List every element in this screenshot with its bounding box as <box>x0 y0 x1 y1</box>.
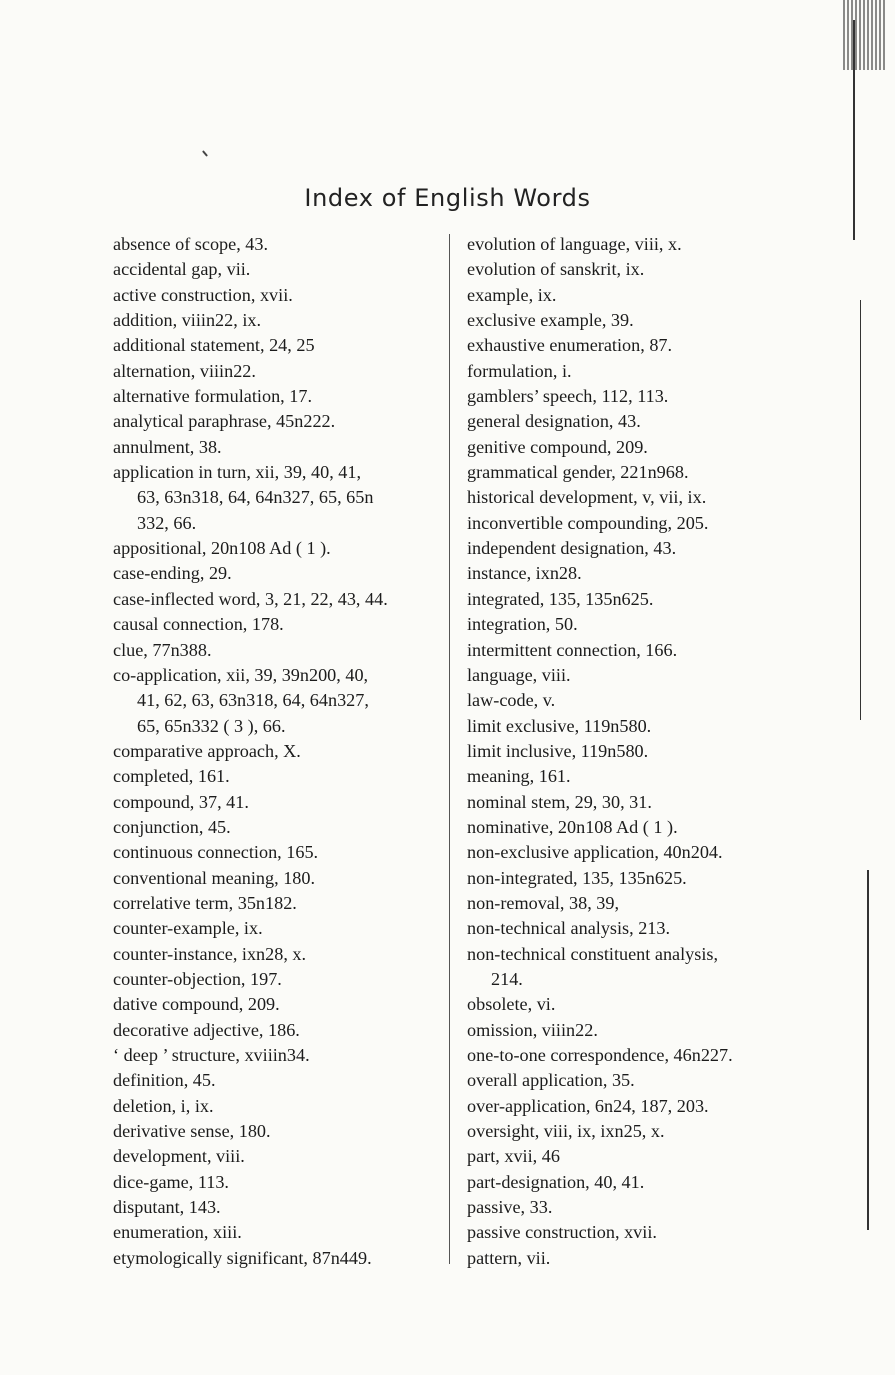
index-entry-line: conventional meaning, 180. <box>113 867 316 888</box>
index-entry-line: comparative approach, X. <box>113 740 301 761</box>
index-entry-line: case-inflected word, 3, 21, 22, 43, 44. <box>113 588 388 609</box>
index-entry-line: part, xvii, 46 <box>467 1146 560 1167</box>
index-entry-line: grammatical gender, 221n968. <box>467 462 689 483</box>
index-entry-line: development, viii. <box>113 1146 245 1167</box>
index-entry-line: conjunction, 45. <box>113 816 231 837</box>
index-entry-line: deletion, i, ix. <box>113 1095 214 1116</box>
index-entry-line: obsolete, vi. <box>467 994 556 1015</box>
index-left-column <box>113 232 445 1271</box>
index-entry-line: analytical paraphrase, 45n222. <box>113 411 336 432</box>
index-entry-line: gamblers’ speech, 112, 113. <box>467 386 669 407</box>
index-entry-line: definition, 45. <box>113 1070 216 1091</box>
index-entry-line: integrated, 135, 135n625. <box>467 588 654 609</box>
index-entry-line: pattern, vii. <box>467 1247 551 1268</box>
index-entry-line: compound, 37, 41. <box>113 791 249 812</box>
index-entry-line: 65, 65n332 ( 3 ), 66. <box>137 715 286 736</box>
index-entry-line: absence of scope, 43. <box>113 234 269 254</box>
index-entry-line: inconvertible compounding, 205. <box>467 512 709 533</box>
index-entry-line: evolution of language, viii, x. <box>467 234 682 254</box>
index-entry-line: nominative, 20n108 Ad ( 1 ). <box>467 816 678 837</box>
index-entry-line: accidental gap, vii. <box>113 259 251 280</box>
index-entry-line: decorative adjective, 186. <box>113 1019 300 1040</box>
index-entry-line: alternation, viiin22. <box>113 360 256 381</box>
index-entry-line: one-to-one correspondence, 46n227. <box>467 1045 733 1065</box>
index-entry-line: additional statement, 24, 25 <box>113 335 315 356</box>
index-entry-line: passive, 33. <box>467 1197 553 1218</box>
index-entry-line: counter-instance, ixn28, x. <box>113 943 307 964</box>
index-entry-line: over-application, 6n24, 187, 203. <box>467 1095 709 1116</box>
index-entry-line: general designation, 43. <box>467 411 641 432</box>
index-entry-line: completed, 161. <box>113 766 230 787</box>
index-entry-line: non-technical analysis, 213. <box>467 918 671 939</box>
index-entry-line: language, viii. <box>467 664 571 685</box>
index-entry-line: continuous connection, 165. <box>113 842 319 863</box>
index-entry-line: derivative sense, 180. <box>113 1121 271 1142</box>
index-entry-line: counter-example, ix. <box>113 918 263 939</box>
index-entry-line: case-ending, 29. <box>113 563 232 584</box>
margin-binding-mark <box>867 870 869 1230</box>
index-entry-line: etymologically significant, 87n449. <box>113 1247 372 1268</box>
index-entry-line: exhaustive enumeration, 87. <box>467 335 673 356</box>
index-entry-line: appositional, 20n108 Ad ( 1 ). <box>113 538 331 559</box>
index-entry-line: historical development, v, vii, ix. <box>467 487 707 508</box>
index-entry-line: example, ix. <box>467 284 557 305</box>
index-entry-line: addition, viiin22, ix. <box>113 310 262 331</box>
index-entry-line: intermittent connection, 166. <box>467 639 678 660</box>
index-entry-line: genitive compound, 209. <box>467 436 648 457</box>
index-entry-line: oversight, viii, ix, ixn25, x. <box>467 1121 665 1142</box>
index-entry-line: enumeration, xiii. <box>113 1222 242 1243</box>
index-entry-line: integration, 50. <box>467 614 578 635</box>
index-entry-line: 332, 66. <box>137 512 197 533</box>
index-entry-line: active construction, xvii. <box>113 284 293 305</box>
index-entry-line: nominal stem, 29, 30, 31. <box>467 791 652 812</box>
index-entry-line: exclusive example, 39. <box>467 310 634 331</box>
index-entry-line: dice-game, 113. <box>113 1171 229 1192</box>
column-divider <box>449 234 450 1264</box>
index-entry-line: correlative term, 35n182. <box>113 892 297 913</box>
index-entry-line: limit exclusive, 119n580. <box>467 715 652 736</box>
index-entry-line: co-application, xii, 39, 39n200, 40, <box>113 664 369 685</box>
index-entry-line: dative compound, 209. <box>113 994 280 1015</box>
index-entry-line: independent designation, 43. <box>467 538 677 559</box>
index-entry-line: causal connection, 178. <box>113 614 284 635</box>
index-right-column <box>467 232 812 1271</box>
index-entry-line: part-designation, 40, 41. <box>467 1171 645 1192</box>
index-entry-line: formulation, i. <box>467 360 572 381</box>
index-entry-line: 214. <box>491 968 523 989</box>
index-entry-line: instance, ixn28. <box>467 563 582 584</box>
index-entry-line: alternative formulation, 17. <box>113 386 312 407</box>
index-entry-line: non-technical constituent analysis, <box>467 943 719 964</box>
index-entry-line: non-exclusive application, 40n204. <box>467 842 723 863</box>
index-entry-line: evolution of sanskrit, ix. <box>467 259 645 280</box>
index-entry-line: annulment, 38. <box>113 436 222 457</box>
index-entry-line: omission, viiin22. <box>467 1019 598 1040</box>
index-entry-line: counter-objection, 197. <box>113 968 282 989</box>
ink-speck <box>202 150 208 157</box>
index-entry-line: 63, 63n318, 64, 64n327, 65, 65n <box>137 487 374 508</box>
index-entry-line: limit inclusive, 119n580. <box>467 740 649 761</box>
page-edge-smudge <box>843 0 885 70</box>
index-entry-line: law-code, v. <box>467 690 556 711</box>
index-entry-line: 41, 62, 63, 63n318, 64, 64n327, <box>137 690 369 711</box>
index-entry-line: non-integrated, 135, 135n625. <box>467 867 687 888</box>
index-entry-line: non-removal, 38, 39, <box>467 892 620 913</box>
index-entry-line: passive construction, xvii. <box>467 1222 657 1243</box>
index-entry-line: clue, 77n388. <box>113 639 212 660</box>
index-entry-line: meaning, 161. <box>467 766 571 787</box>
page-title: Index of English Words <box>304 184 591 212</box>
index-entry-line: overall application, 35. <box>467 1070 635 1091</box>
index-entry-line: disputant, 143. <box>113 1197 221 1218</box>
index-entry-line: ‘ deep ’ structure, xviiin34. <box>113 1045 310 1065</box>
margin-binding-mark <box>860 300 861 720</box>
index-entry-line: application in turn, xii, 39, 40, 41, <box>113 462 362 483</box>
